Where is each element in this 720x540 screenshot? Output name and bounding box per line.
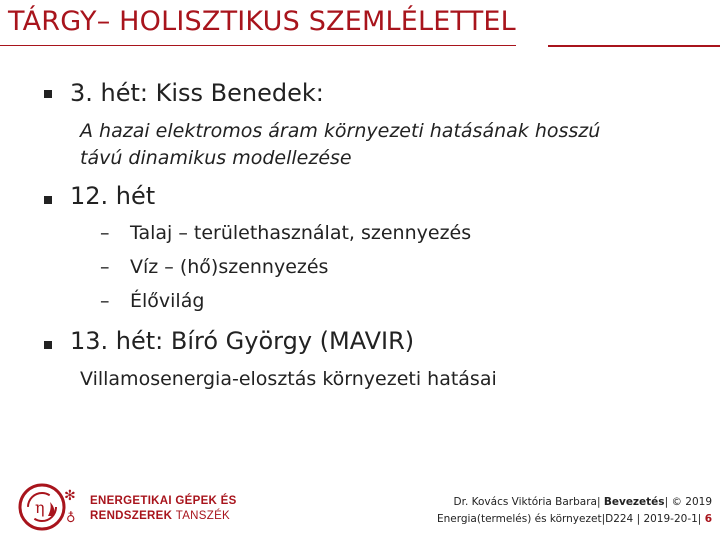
department-line1: ENERGETIKAI GÉPEK ÉS (90, 495, 237, 507)
dash-marker: – (100, 222, 110, 244)
week3-heading: 3. hét: Kiss Benedek: (70, 79, 324, 107)
footer-author: Dr. Kovács Viktória Barbara| (453, 496, 601, 508)
list-item-text: Víz – (hő)szennyezés (130, 256, 329, 278)
department-line2-rest: TANSZÉK (175, 510, 231, 522)
svg-text:♁: ♁ (66, 511, 76, 526)
department-name (90, 494, 237, 524)
week3-topic-line2: távú dinamikus modellezése (80, 147, 352, 169)
footer-course: Energia(termelés) és környezet|D224 | 2019-20-1| (436, 513, 702, 525)
department-line2-bold: RENDSZEREK (90, 510, 173, 522)
week12-heading: 12. hét (70, 182, 156, 210)
footer-copyright: | © 2019 (664, 496, 712, 508)
slide-footer (437, 494, 712, 528)
slide-title: TÁRGY– HOLISZTIKUS SZEMLÉLETTEL (8, 6, 516, 37)
page-number: 6 (704, 513, 712, 525)
bullet-square-icon (44, 341, 52, 349)
svg-text:✻: ✻ (64, 488, 76, 504)
svg-text:η: η (35, 498, 45, 517)
bullet-square-icon (44, 196, 52, 204)
title-underline (0, 45, 516, 46)
footer-section: Bevezetés (603, 496, 665, 508)
dash-marker: – (100, 290, 110, 312)
week13-heading: 13. hét: Bíró György (MAVIR) (70, 327, 415, 355)
list-item (100, 290, 204, 312)
week13-topic: Villamosenergia-elosztás környezeti hatásai (80, 368, 497, 390)
week3-topic-line1: A hazai elektromos áram környezeti hatásának hosszú (80, 120, 601, 142)
list-item-text: Talaj – területhasználat, szennyezés (130, 222, 472, 244)
dash-marker: – (100, 256, 110, 278)
list-item-text: Élővilág (130, 290, 205, 312)
bullet-square-icon (44, 90, 52, 98)
list-item (100, 222, 471, 244)
list-item (100, 256, 328, 278)
title-underline-accent (548, 45, 720, 47)
